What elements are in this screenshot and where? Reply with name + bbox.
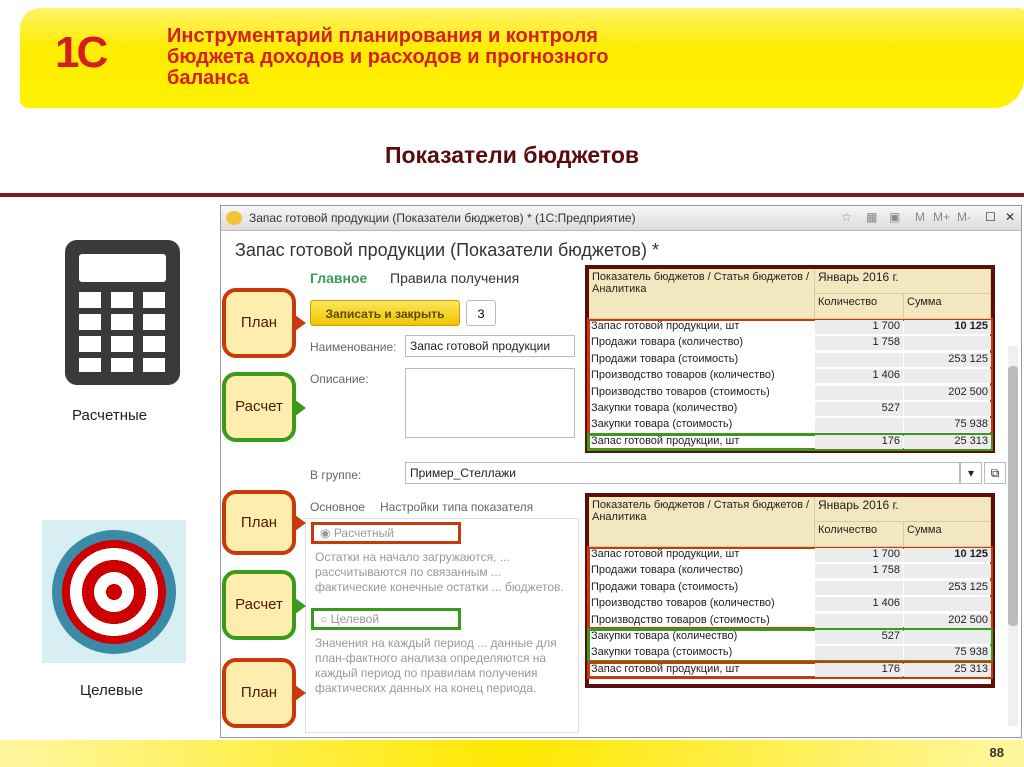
row-sum	[904, 597, 991, 611]
row-name: Продажи товара (количество)	[591, 336, 744, 349]
row-sum: 75 938	[904, 418, 991, 432]
subtab-main[interactable]: Основное	[310, 500, 365, 514]
callout-plan-2: План	[222, 490, 296, 555]
row-sum	[904, 402, 991, 416]
plan-tail-1	[295, 315, 306, 331]
row-name: Закупки товара (стоимость)	[591, 418, 733, 431]
row-qty: 176	[815, 435, 903, 449]
m-button[interactable]: M	[915, 210, 925, 224]
row-sum	[904, 369, 991, 383]
table-row[interactable]	[589, 319, 991, 335]
radio-target[interactable]: ○ Целевой	[311, 608, 461, 630]
row-qty: 1 758	[815, 564, 903, 578]
table-row[interactable]	[589, 563, 991, 579]
description-label: Описание:	[310, 372, 369, 386]
callout-plan-3: План	[222, 658, 296, 728]
row-name: Производство товаров (стоимость)	[591, 385, 770, 398]
row-name: Запас готовой продукции, шт	[591, 434, 740, 447]
row-qty	[815, 386, 903, 400]
table-row[interactable]	[589, 662, 991, 678]
table-row[interactable]	[589, 434, 991, 450]
header-qty: Количество	[815, 522, 904, 547]
table-row[interactable]	[589, 629, 991, 645]
group-input[interactable]: Пример_Стеллажи	[405, 462, 960, 484]
row-sum	[904, 336, 991, 350]
close-icon[interactable]: ✕	[1005, 210, 1016, 224]
row-sum: 75 938	[904, 646, 991, 660]
window-titlebar	[221, 206, 1021, 231]
budget-table-2	[585, 493, 995, 688]
callout-calc-1: Расчет	[222, 372, 296, 442]
row-sum: 253 125	[904, 353, 991, 367]
header-sum: Сумма	[904, 522, 991, 547]
row-name: Производство товаров (стоимость)	[591, 613, 770, 626]
form-title: Запас готовой продукции (Показатели бюджетов) *	[235, 240, 659, 260]
save-close-button[interactable]: Записать и закрыть	[310, 300, 460, 326]
row-sum	[904, 630, 991, 644]
row-sum: 10 125	[904, 548, 991, 562]
table-row[interactable]	[589, 596, 991, 612]
row-qty: 1 700	[815, 548, 903, 562]
callout-calc-2: Расчет	[222, 570, 296, 640]
row-qty: 1 758	[815, 336, 903, 350]
window-title: Запас готовой продукции (Показатели бюджетов) * (1С:Предприятие)	[249, 211, 636, 225]
row-name: Закупки товара (количество)	[591, 630, 738, 642]
row-qty	[815, 646, 903, 660]
table-row[interactable]	[589, 580, 991, 596]
slide-title: Инструментарий планирования и контроля бюджета доходов и расходов и прогнозного баланса	[167, 25, 609, 89]
row-qty: 1 406	[815, 597, 903, 611]
row-name: Продажи товара (количество)	[591, 564, 744, 577]
group-label: В группе:	[310, 468, 362, 482]
row-sum: 10 125	[904, 320, 991, 334]
scrollbar[interactable]	[1008, 346, 1018, 726]
header-period: Январь 2016 г.	[815, 497, 991, 522]
subtab-settings[interactable]: Настройки типа показателя	[380, 500, 534, 514]
header-name: Показатель бюджетов / Статья бюджетов / Аналитика	[589, 269, 815, 319]
row-name: Производство товаров (количество)	[591, 369, 775, 382]
table-row[interactable]	[589, 352, 991, 368]
header-sum: Сумма	[904, 294, 991, 319]
tab-main[interactable]: Главное	[310, 270, 368, 286]
row-qty: 1 406	[815, 369, 903, 383]
calc-label: Расчетные	[72, 407, 148, 424]
table-row[interactable]	[589, 613, 991, 629]
row-qty: 176	[815, 663, 903, 677]
page-number: 88	[989, 745, 1004, 760]
plan-tail-3	[295, 685, 306, 701]
radio-calculated-desc: Остатки на начало загружаются, ... рассчитываются по связанным ... фактические конечные остатки ... бюджетов.	[315, 550, 564, 594]
row-sum	[904, 564, 991, 578]
slide-subtitle: Показатели бюджетов	[384, 142, 640, 168]
row-name: Запас готовой продукции, шт	[591, 320, 740, 332]
row-name: Запас готовой продукции, шт	[591, 662, 740, 675]
name-input[interactable]: Запас готовой продукции	[405, 335, 575, 357]
header-period: Январь 2016 г.	[815, 269, 991, 294]
logo-1c: 1С	[55, 28, 106, 77]
tab-rules[interactable]: Правила получения	[390, 270, 520, 286]
budget-table-1	[585, 265, 995, 453]
row-qty	[815, 614, 903, 628]
name-label: Наименование:	[310, 340, 397, 354]
row-name: Запас готовой продукции, шт	[591, 548, 740, 560]
radio-calculated[interactable]: ◉ Расчетный	[311, 522, 461, 544]
radio-calculated-label: Расчетный	[333, 526, 394, 540]
calendar-icon[interactable]: ▣	[889, 210, 901, 224]
table-row[interactable]	[589, 385, 991, 401]
description-input[interactable]	[405, 368, 575, 438]
row-sum: 25 313	[904, 435, 991, 449]
save-button[interactable]: З	[466, 300, 496, 326]
favorite-icon[interactable]: ☆	[841, 210, 852, 224]
row-sum: 25 313	[904, 663, 991, 677]
calc-tail-2	[295, 598, 306, 614]
row-qty: 527	[815, 630, 903, 644]
plan-tail-2	[295, 515, 306, 531]
table-icon[interactable]: ▦	[866, 210, 878, 224]
row-qty: 527	[815, 402, 903, 416]
callout-plan-1: План	[222, 288, 296, 358]
row-sum: 202 500	[904, 386, 991, 400]
target-label: Целевые	[80, 682, 144, 699]
table-row[interactable]	[589, 417, 991, 433]
m-plus-button[interactable]: M+	[933, 210, 951, 224]
header-name: Показатель бюджетов / Статья бюджетов / Аналитика	[589, 497, 815, 547]
row-name: Закупки товара (стоимость)	[591, 646, 733, 659]
radio-target-label: Целевой	[330, 612, 380, 626]
calc-tail-1	[295, 400, 306, 416]
header-qty: Количество	[815, 294, 904, 319]
group-dropdown-button[interactable]: ▾	[960, 462, 982, 484]
table-row[interactable]	[589, 401, 991, 417]
table-row[interactable]	[589, 368, 991, 384]
row-name: Закупки товара (количество)	[591, 402, 738, 414]
row-qty	[815, 353, 903, 367]
footer-band	[0, 740, 1024, 767]
row-sum: 202 500	[904, 614, 991, 628]
table-row[interactable]	[589, 645, 991, 661]
maximize-icon[interactable]: ☐	[985, 210, 996, 224]
row-qty: 1 700	[815, 320, 903, 334]
table-row[interactable]	[589, 335, 991, 351]
radio-target-desc: Значения на каждый период ... данные для план-фактного анализа определяются на каждый период по правилам получения фактических данных на конец периода.	[315, 636, 557, 695]
row-qty	[815, 581, 903, 595]
row-name: Продажи товара (стоимость)	[591, 352, 739, 365]
row-qty	[815, 418, 903, 432]
table-row[interactable]	[589, 547, 991, 563]
row-name: Продажи товара (стоимость)	[591, 580, 739, 593]
row-sum: 253 125	[904, 581, 991, 595]
m-minus-button[interactable]: M-	[957, 210, 971, 224]
group-open-button[interactable]: ⧉	[984, 462, 1006, 484]
row-name: Производство товаров (количество)	[591, 597, 775, 610]
